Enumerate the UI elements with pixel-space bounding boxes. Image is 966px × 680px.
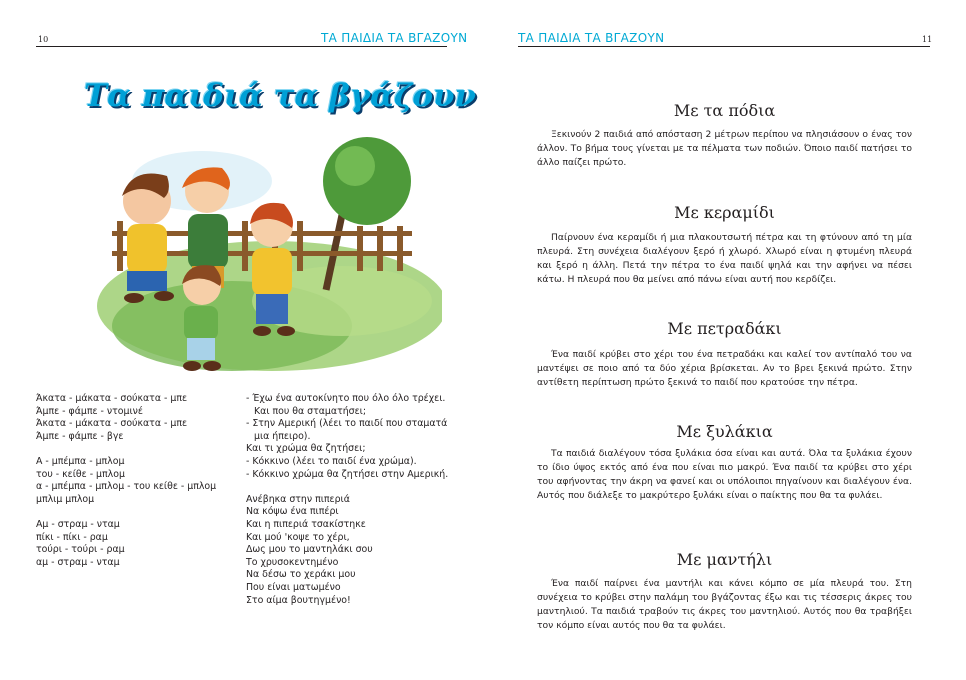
- rhyme-column-2: [246, 393, 448, 607]
- rhyme-line: Και τι χρώμα θα ζητήσει;: [246, 443, 366, 455]
- rhyme-line: τούρι - τούρι - ραμ: [36, 544, 125, 556]
- rhyme-line: - Κόκκινο χρώμα θα ζητήσει στην Αμερική.: [246, 468, 449, 480]
- section-body-sticks: Τα παιδιά διαλέγουν τόσα ξυλάκια όσα είναι και αυτά. Όλα τα ξυλάκια έχουν το ίδιο ύψος εκτός από ένα που είναι πιο μακρύ. Ένα παιδί τα κρύβει στο χέρι του αφήνοντας την άκρη να φανεί και οι υπόλοιποι πηγαίνουν και διαλέγουν ένα. Αυτός που διάλεξε το μακρύτερο ξυλάκι είναι ο παίκτης που θα τα φυλάει.: [537, 448, 912, 502]
- rhyme-line: α - μπέμπα - μπλομ - του κείθε - μπλομ: [36, 481, 217, 493]
- rhyme-line: Και μού 'κοψε το χέρι,: [246, 531, 350, 543]
- section-body-pebble: Ένα παιδί κρύβει στο χέρι του ένα πετραδάκι και καλεί τον αντίπαλό του να μαντέψει σε ποιο από τα δύο χέρια βρίσκεται. Αν το βρει ξεκινά πρώτο. Στην αντίθετη περίπτωση πρώτο ξεκινά το παιδί που κρατούσε την πέτρα.: [537, 349, 912, 389]
- section-body-tile: Παίρνουν ένα κεραμίδι ή μια πλακουτσωτή πέτρα και τη φτύνουν από τη μία πλευρά. Στη συνέχεια διαλέγουν ξερό ή χλωρό. Χλωρό είναι η φτυμένη πλευρά και ξερό η άλλη. Πετά την πέτρα το ένα παιδί ψηλά και την αφήνει να πέσει κάτω. Η πλευρά που θα μείνει από πάνω είναι αυτή που κερδίζει.: [537, 232, 912, 286]
- right-page: [483, 0, 966, 680]
- rhyme-line: μια ήπειρο).: [254, 430, 311, 442]
- rhyme-column-1: [36, 393, 216, 569]
- section-body-handkerchief: Ένα παιδί παίρνει ένα μαντήλι και κάνει κόμπο σε μία πλευρά του. Στη συνέχεια το κρύβει στην παλάμη του βγάζοντας έξω και τις τέσσερις άκρες του μαντηλιού. Τα παιδιά τραβούν τις άκρες του μαντηλιού. Αυτός που θα τραβήξει τον κόμπο είναι αυτός που θα τα φυλάει.: [537, 578, 912, 632]
- rhyme-line: Άμπε - φάμπε - ντομινέ: [36, 405, 143, 417]
- rhyme-line: Άκατα - μάκατα - σούκατα - μπε: [36, 393, 188, 404]
- stanza-gap: [36, 443, 216, 456]
- rhyme-line: Να δέσω το χεράκι μου: [246, 569, 356, 581]
- section-title-sticks: Με ξυλάκια: [676, 422, 773, 441]
- section-body-feet: Ξεκινούν 2 παιδιά από απόσταση 2 μέτρων περίπου να πλησιάσουν ο ένας τον άλλον. Το βήμα τους γίνεται με τα πέλματα των ποδιών. Όποιο παιδί πατήσει το άλλο παίζει πρώτο.: [537, 129, 912, 169]
- right-running-header: ΤΑ ΠΑΙΔΙΑ ΤΑ ΒΓΑΖΟΥΝ: [518, 31, 665, 45]
- left-header-rule: [36, 46, 447, 47]
- rhyme-line: Να κόψω ένα πιπέρι: [246, 506, 339, 518]
- rhyme-line: - Κόκκινο (λέει το παιδί ένα χρώμα).: [246, 455, 417, 467]
- rhyme-line: Και που θα σταματήσει;: [254, 405, 366, 417]
- rhyme-line: πίκι - πίκι - ραμ: [36, 531, 108, 543]
- left-page-number: 10: [38, 35, 49, 44]
- rhyme-line: - Έχω ένα αυτοκίνητο που όλο όλο τρέχει.: [246, 393, 446, 404]
- rhyme-line: του - κείθε - μπλομ: [36, 468, 125, 480]
- rhyme-line: μπλιμ μπλομ: [36, 493, 95, 505]
- rhyme-line: - Στην Αμερική (λέει το παιδί που σταματά: [246, 418, 448, 430]
- rhyme-line: Το χρυσοκεντημένο: [246, 556, 339, 568]
- rhyme-line: Άμπε - φάμπε - βγε: [36, 430, 124, 442]
- rhyme-line: Στο αίμα βουτηγμένο!: [246, 594, 351, 606]
- stanza-gap: [36, 506, 216, 519]
- rhyme-line: Άκατα - μάκατα - σούκατα - μπε: [36, 418, 188, 430]
- left-running-header: ΤΑ ΠΑΙΔΙΑ ΤΑ ΒΓΑΖΟΥΝ: [321, 31, 468, 45]
- rhyme-line: Ανέβηκα στην πιπεριά: [246, 493, 350, 505]
- right-page-number: 11: [922, 35, 933, 44]
- section-title-tile: Με κεραμίδι: [674, 203, 775, 222]
- rhyme-line: Δως μου το μαντηλάκι σου: [246, 544, 373, 556]
- section-title-pebble: Με πετραδάκι: [667, 319, 782, 338]
- page-title: Τα παιδιά τα βγάζουν: [84, 78, 477, 114]
- children-illustration: [72, 126, 442, 386]
- section-title-handkerchief: Με μαντήλι: [676, 550, 773, 569]
- stanza-gap: [246, 481, 448, 494]
- section-title-feet: Με τα πόδια: [673, 101, 776, 120]
- rhyme-line: αμ - στραμ - νταμ: [36, 556, 120, 568]
- right-header-rule: [518, 46, 930, 47]
- rhyme-line: Που είναι ματωμένο: [246, 581, 341, 593]
- rhyme-line: Α - μπέμπα - μπλομ: [36, 455, 125, 467]
- rhyme-line: Αμ - στραμ - νταμ: [36, 518, 120, 530]
- rhyme-line: Και η πιπεριά τσακίστηκε: [246, 518, 366, 530]
